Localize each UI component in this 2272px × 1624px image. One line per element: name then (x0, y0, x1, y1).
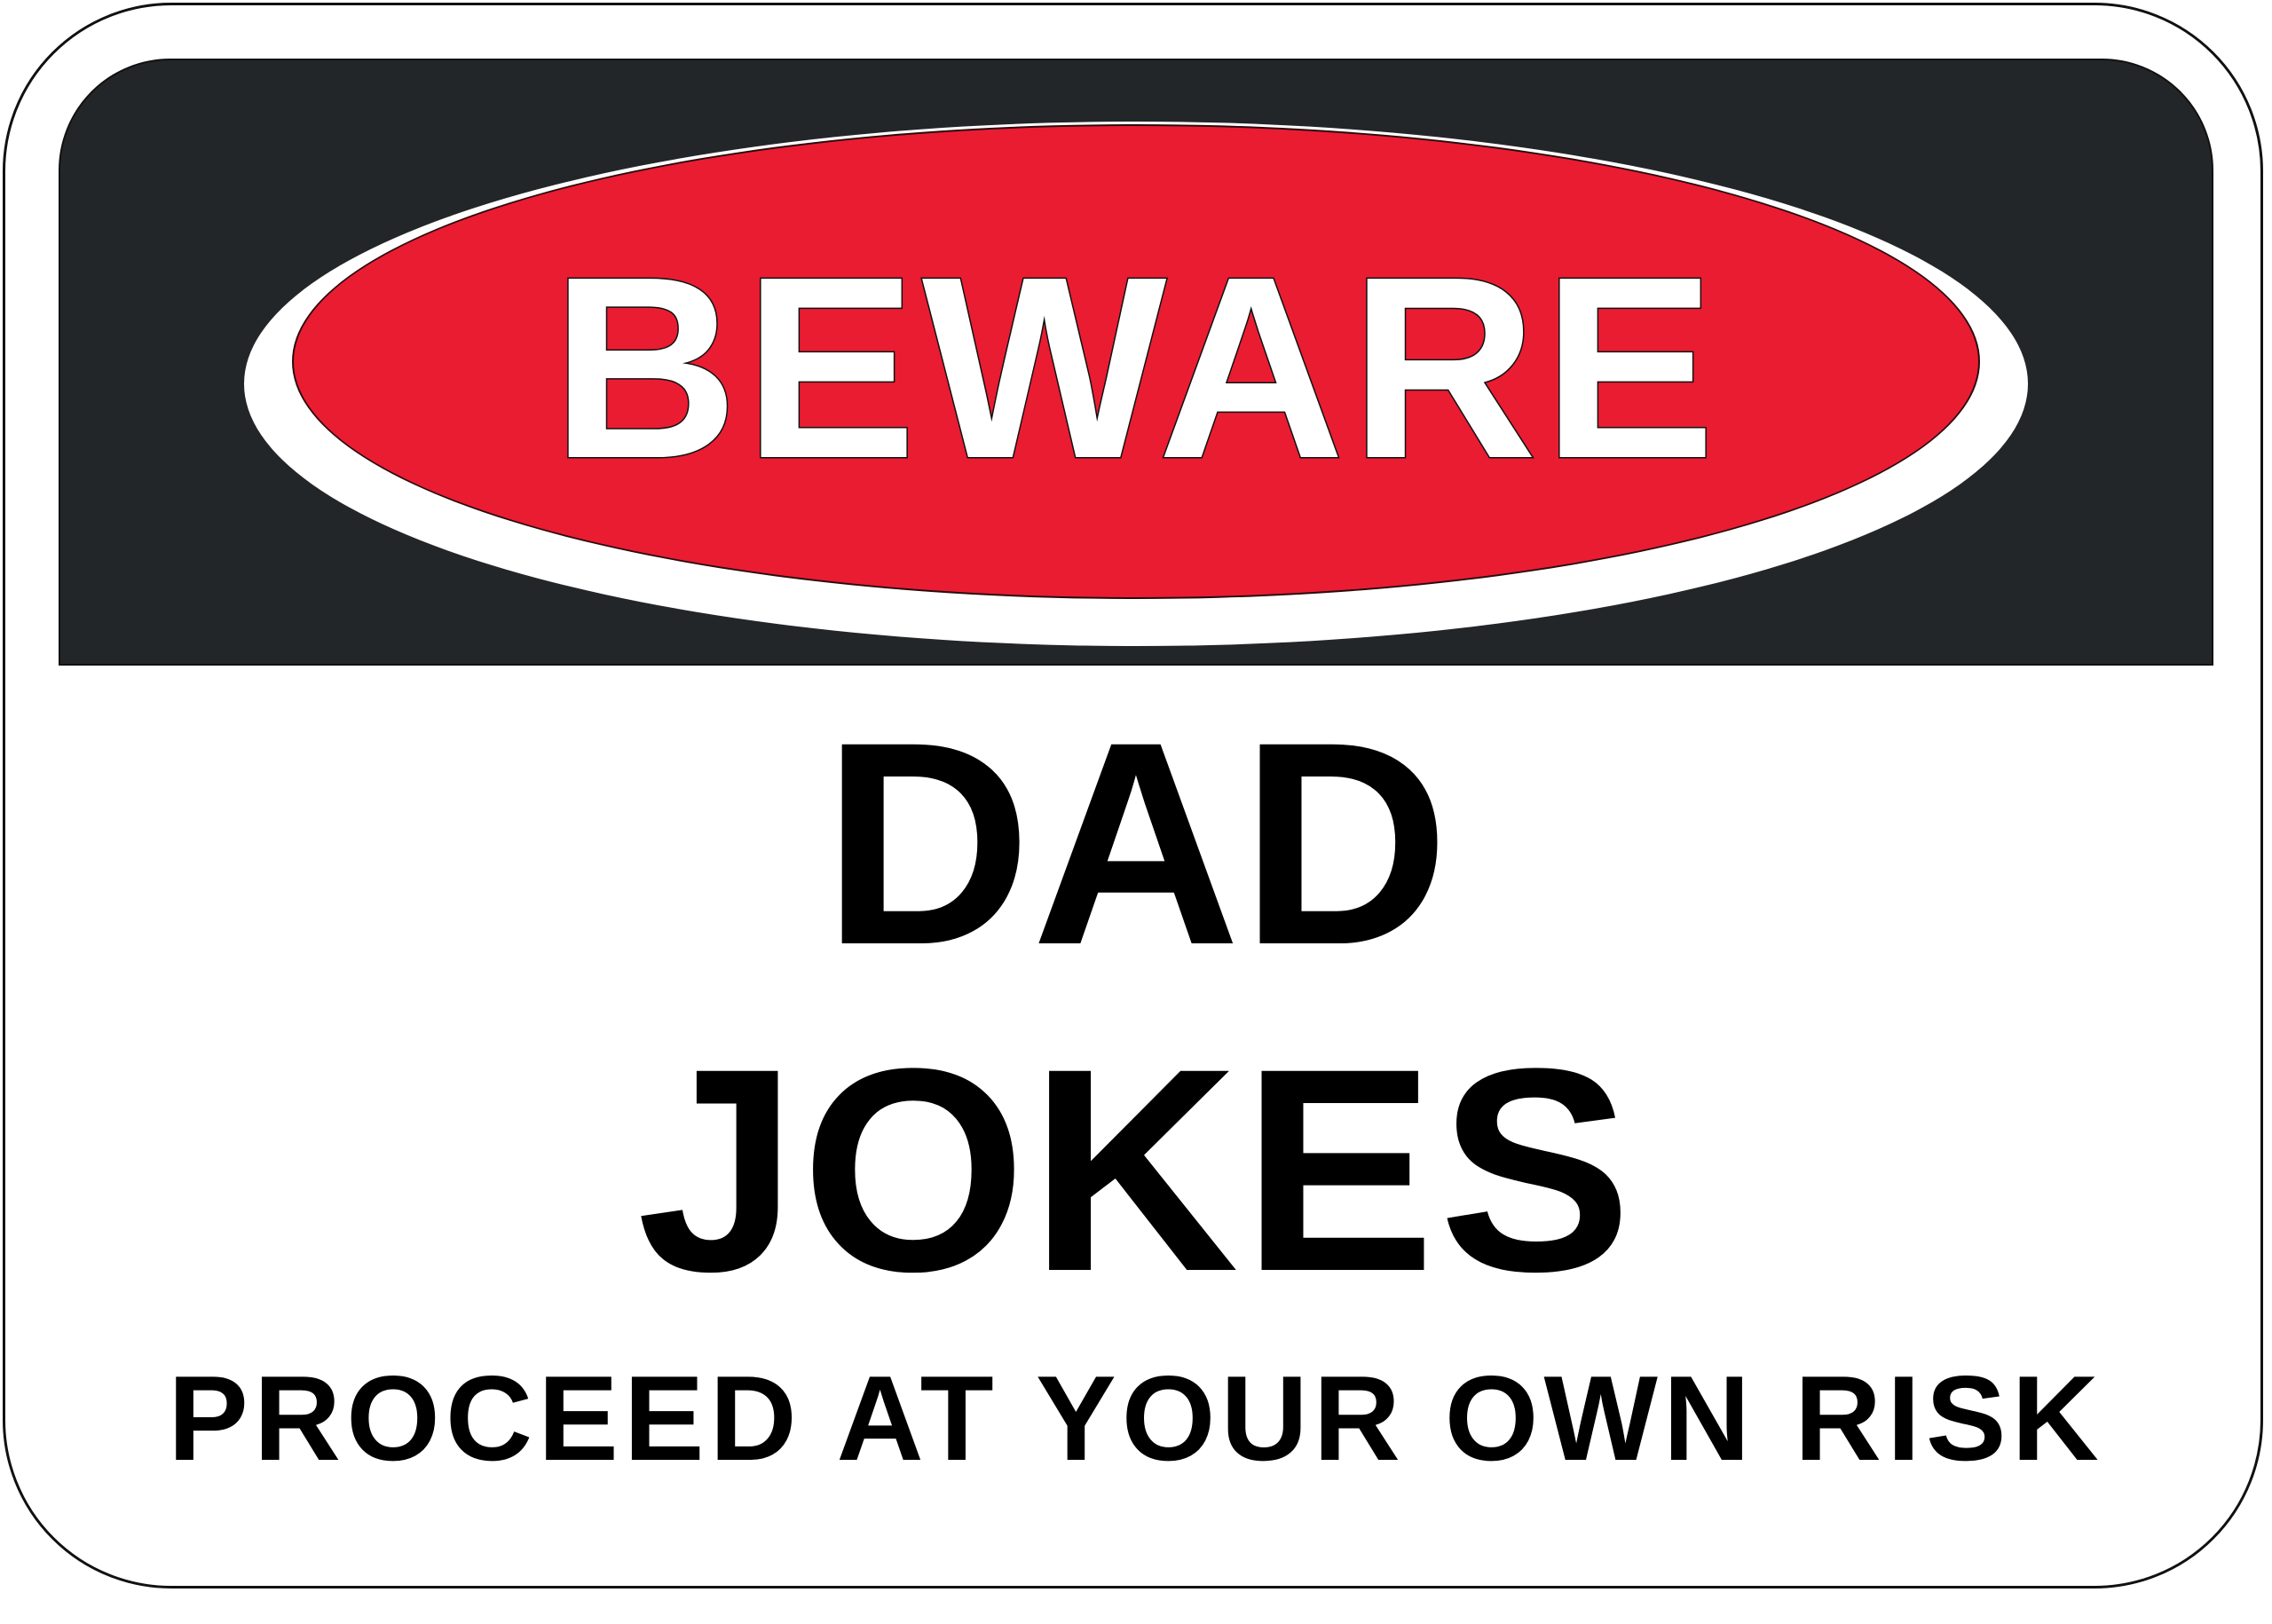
sign-line-jokes: JOKES (636, 1009, 1636, 1332)
sign-line-dad: DAD (822, 682, 1450, 1005)
sign-heading-beware: BEWARE (551, 223, 1721, 512)
sign-footer-warning: PROCEED AT YOUR OWN RISK (168, 1351, 2104, 1486)
